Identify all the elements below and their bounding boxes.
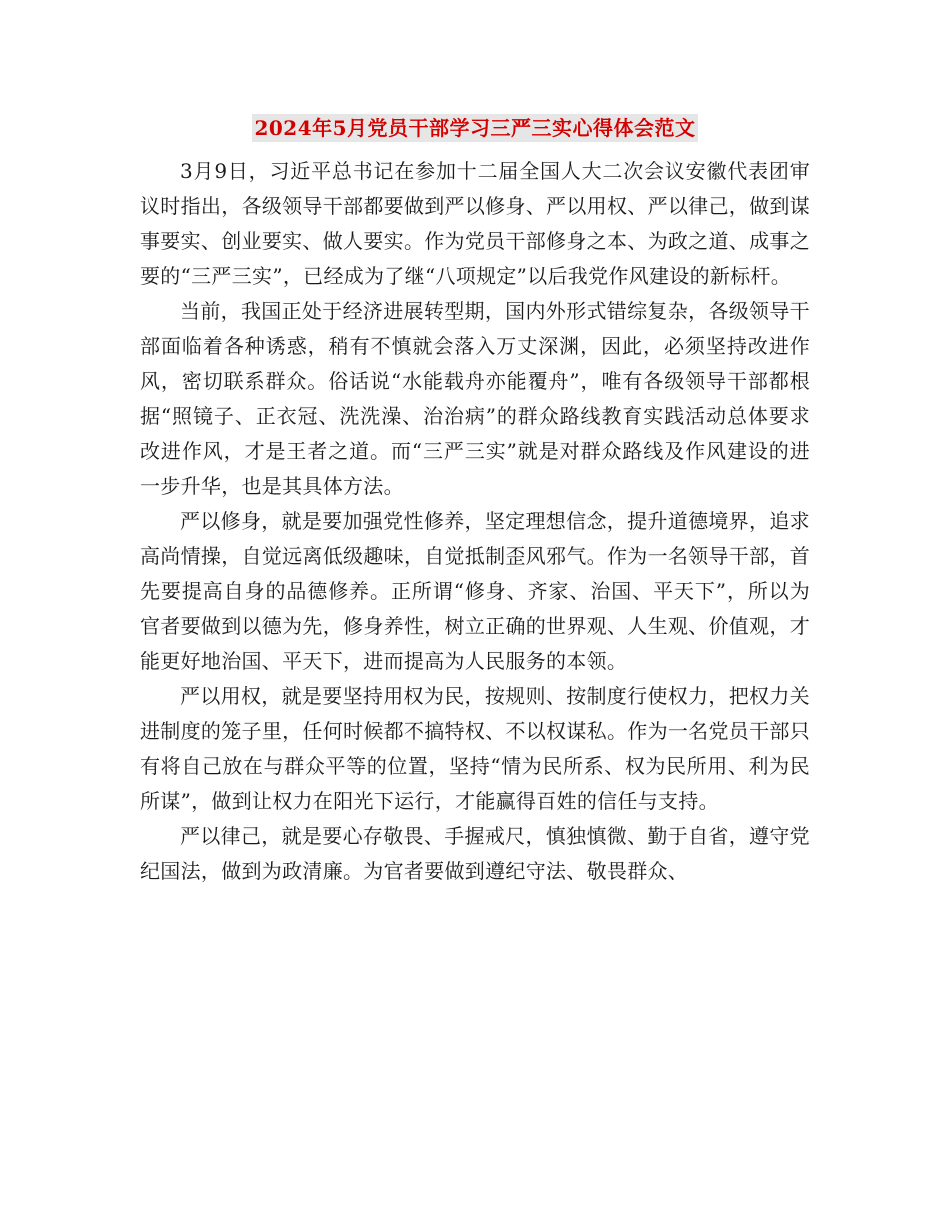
paragraph-1: 3月9日，习近平总书记在参加十二届全国人大二次会议安徽代表团审议时指出，各级领导干部都要做到严以修身、严以用权、严以律己，做到谋事要实、创业要实、做人要实。作为党员干部修身之本、为政之道、成事之要的“三严三实”，已经成为了继“八项规定”以后我党作风建设的新标杆。 <box>140 159 810 288</box>
paragraph-4: 严以用权，就是要坚持用权为民，按规则、按制度行使权力，把权力关进制度的笼子里，任何时候都不搞特权、不以权谋私。作为一名党员干部只有将自己放在与群众平等的位置，坚持“情为民所系、权为民所用、利为民所谋”，做到让权力在阳光下运行，才能赢得百姓的信任与支持。 <box>140 684 810 813</box>
paragraph-2: 当前，我国正处于经济进展转型期，国内外形式错综复杂，各级领导干部面临着各种诱惑，稍有不慎就会落入万丈深渊，因此，必须坚持改进作风，密切联系群众。俗话说“水能载舟亦能覆舟”，唯有各级领导干部都根据“照镜子、正衣冠、洗洗澡、治治病”的群众路线教育实践活动总体要求改进作风，才是王者之道。而“三严三实”就是对群众路线及作风建设的进一步升华，也是其具体方法。 <box>140 299 810 498</box>
paragraph-3: 严以修身，就是要加强党性修养，坚定理想信念，提升道德境界，追求高尚情操，自觉远离低级趣味，自觉抵制歪风邪气。作为一名领导干部，首先要提高自身的品德修养。正所谓“修身、齐家、治国、平天下”，所以为官者要做到以德为先，修身养性，树立正确的世界观、人生观、价值观，才能更好地治国、平天下，进而提高为人民服务的本领。 <box>140 509 810 673</box>
paragraph-5: 严以律己，就是要心存敬畏、手握戒尺，慎独慎微、勤于自省，遵守党纪国法，做到为政清廉。为官者要做到遵纪守法、敬畏群众、 <box>140 824 810 883</box>
document-title: 2024年5月党员干部学习三严三实心得体会范文 <box>254 116 696 140</box>
document-page <box>140 100 810 889</box>
title-container <box>140 114 810 142</box>
